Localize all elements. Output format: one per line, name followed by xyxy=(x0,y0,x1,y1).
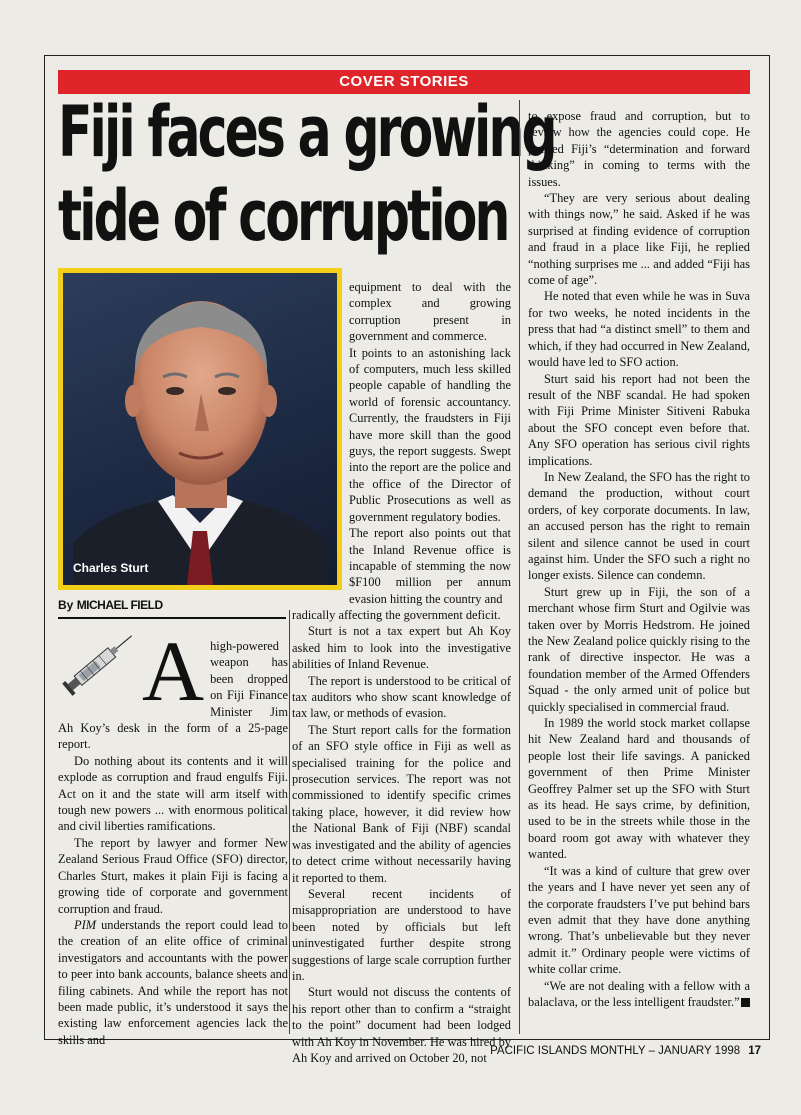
paragraph-text: understands the report could lead to the creation of an elite office of criminal investigators and accountants with the power to peer into bank accounts, balance sheets and filing cabinets. And while the report has not been made public, it’s understood it says the existing law enforcement agencies lack the skills and xyxy=(58,917,288,1047)
end-mark xyxy=(741,998,750,1007)
byline-author: MICHAEL FIELD xyxy=(76,598,163,612)
paragraph: to expose fraud and corruption, but to review how the agencies could cope. He praised Fiji’s “determination and forward thinking” in coming to terms with the issues. xyxy=(528,109,750,189)
paragraph: Sturt is not a tax expert but Ah Koy asked him to look into the investigative abilities of Inland Revenue. xyxy=(292,624,511,672)
paragraph-text: “We are not dealing with a fellow with a balaclava, or the less intelligent fraudster.” xyxy=(528,978,750,1009)
paragraph: He noted that even while he was in Suva for two weeks, he noted incidents in the press that had “a distinct smell” to them and which, if they had occurred in New Zealand, would have led to SFO action. xyxy=(528,289,750,370)
paragraph: “It was a kind of culture that grew over the years and I have never yet seen any of the corporate fraudsters I’ve put behind bars even admit that they have done anything wrong. That’s unbelievable but they never admit it.” Ordinary people were victims of white collar crime. xyxy=(528,863,750,977)
portrait-illustration xyxy=(63,273,337,585)
column-rule-1 xyxy=(289,610,290,1034)
article-column-1 xyxy=(58,623,288,1047)
illustration-spacer xyxy=(58,638,142,698)
paragraph: It points to an astonishing lack of computers, much less skilled people capable of handling the world of forensic accountancy. Currently, the fraudsters in Fiji have more skill than the good guys, the report suggests. Swept into the report are the police and the office of the Director of Public Prosecutions as well as government regulatory bodies. xyxy=(349,345,511,524)
section-label: COVER STORIES xyxy=(339,73,469,90)
paragraph xyxy=(58,917,288,1048)
paragraph: The report also points out that the Inland Revenue office is incapable of stemming the now $F100 million per annum evasion hitting the country and xyxy=(349,526,511,606)
byline-prefix: By xyxy=(58,598,74,612)
headline-line-2: tide of corruption xyxy=(58,175,508,257)
paragraph: Sturt would not discuss the contents of his report other than to confirm a “straight to the point” document had been lodged with Ah Koy in November. He was hired by Ah Koy and arrived on October 20, not xyxy=(292,985,511,1065)
headline xyxy=(58,90,555,258)
portrait-photo xyxy=(58,268,342,590)
paragraph: Several recent incidents of misappropriation are understood to have been noted by officials but left uninvestigated further despite strong suggestions of large scale corruption further in. xyxy=(292,886,511,983)
footer-publication: PACIFIC ISLANDS MONTHLY – JANUARY 1998 xyxy=(490,1045,741,1057)
paragraph: Do nothing about its contents and it will explode as corruption and fraud engulfs Fiji. Act on it and the state will arm itself with tough new powers ... with enormous political and civil liberties ramifications. xyxy=(58,753,288,834)
paragraph: In 1989 the world stock market collapse hit New Zealand hard and thousands of people lost their life savings. A panicked government of then Prime Minister Geoffrey Palmer set up the SFO with Sturt as its head. He says crime, by definition, used to be in the streets while those in the board room got away with whatever they wanted. xyxy=(528,716,750,862)
paragraph: “They are very serious about dealing with things now,” he said. Asked if he was surprised at finding evidence of corruption and fraud in a place like Fiji, he replied “nothing surprises me ... and added “Fiji has come of age”. xyxy=(528,191,750,288)
photo-caption: Charles Sturt xyxy=(73,561,149,575)
drop-cap: A xyxy=(142,623,205,719)
article-column-2-top xyxy=(349,279,511,607)
article-column-3 xyxy=(528,108,750,1034)
paragraph: The report by lawyer and former New Zealand Serious Fraud Office (SFO) director, Charles Sturt, makes it plain Fiji is facing a growing tide of corporate and government corruption and fraud. xyxy=(58,835,288,916)
paragraph: Sturt grew up in Fiji, the son of a merchant whose firm Sturt and Ogilvie was taken over by Morris Hedstrom. He joined the New Zealand police quickly rising to the rank of directive inspector. He was a foundation member of the Armed Offenders Squad - the only armed unit of police but quickly specialised in commercial fraud. xyxy=(528,584,750,714)
column-rule-2 xyxy=(519,100,520,1034)
paragraph: In New Zealand, the SFO has the right to demand the production, without court orders, of key corporate documents. In law, an accused person has the right to remain silent and silence cannot be used in court against him. Under the SFO such a right no longer exists. Silence can condemn. xyxy=(528,469,750,583)
paragraph: equipment to deal with the complex and growing corruption present in government and commerce. xyxy=(349,280,511,344)
paragraph: radically affecting the government deficit. xyxy=(292,608,501,622)
byline-rule xyxy=(58,617,286,619)
paragraph: The Sturt report calls for the formation of an SFO style office in Fiji as well as specialised training for the police and prosecution services. The report was not commissioned to identify specific crimes taking place, however, it did review how the National Bank of Fiji (NBF) scandal was investigated and the ability of agencies to detect crime without necessarily having it reported to them. xyxy=(292,722,511,885)
portrait-image xyxy=(63,273,337,585)
publication-abbrev: PIM xyxy=(74,917,97,932)
page-footer xyxy=(490,1045,761,1057)
paragraph xyxy=(528,978,750,1011)
paragraph: The report is understood to be critical of tax auditors who show scant knowledge of tax law, or methods of evasion. xyxy=(292,673,511,721)
article-column-2 xyxy=(292,607,511,1065)
headline-line-1: Fiji faces a growing xyxy=(58,91,555,173)
page-number: 17 xyxy=(748,1045,761,1057)
paragraph: Sturt said his report had not been the result of the NBF scandal. He had spoken with Fiji Prime Minister Sitiveni Rabuka about the SFO concept even before that. Any SFO operation has serious civil rights implications. xyxy=(528,371,750,468)
byline xyxy=(58,598,288,612)
paragraph: high-powered weapon has been dropped on Fiji Finance Minister Jim Ah Koy’s desk in the form of a 25-page report. xyxy=(58,639,288,752)
